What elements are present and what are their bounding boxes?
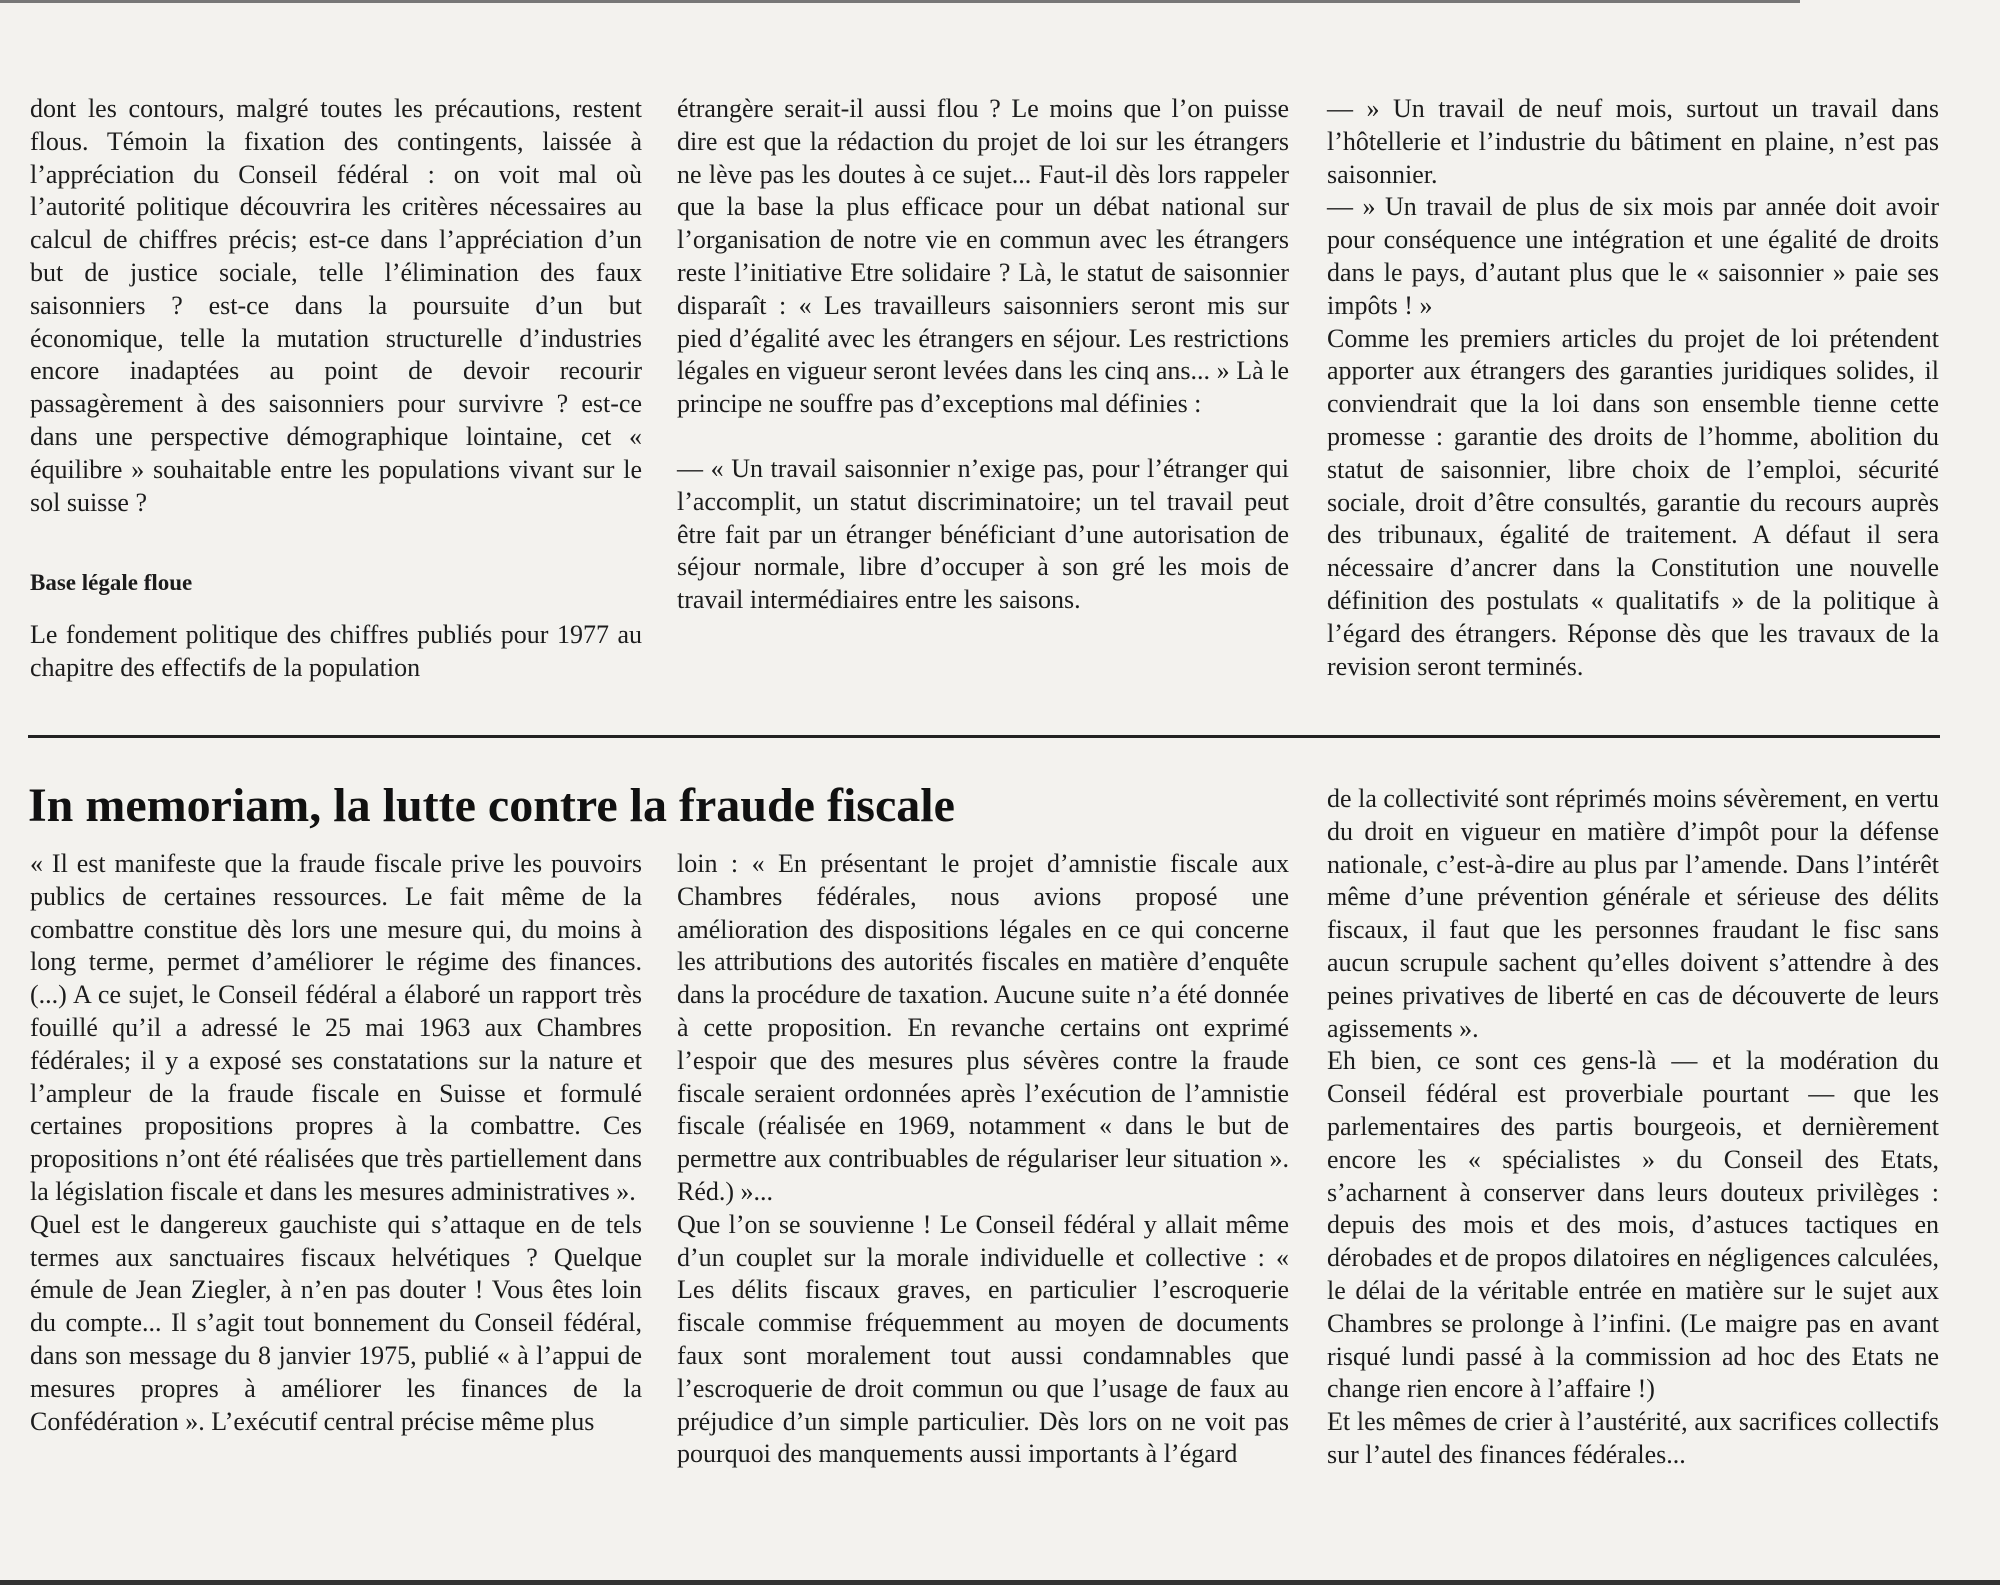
article1-col1-paragraph: dont les contours, malgré toutes les précautions, restent flous. Témoin la fixation des contingents, laissée à l’appréciation du Conseil fédéral : on voit mal où l’autorité politique découvrira les critères nécessaires au calcul de chiffres précis; est-ce dans l’appréciation d’un but de justice sociale, telle l’élimination des faux saisonniers ? est-ce dans la poursuite d’un but économique, telle la mutation structurelle d’industries encore inadaptées au point de devoir recourir passagèrement à des saisonniers pour survivre ? est-ce dans une perspective démographique lointaine, cet « équilibre » souhaitable entre les populations vivant sur le sol suisse ? [30,94,642,517]
article1-column-1 [30,93,642,685]
article1-col1-paragraph: Le fondement politique des chiffres publiés pour 1977 au chapitre des effectifs de la population [30,620,642,683]
article1-col2-paragraph: — « Un travail saisonnier n’exige pas, pour l’étranger qui l’accomplit, un statut discriminatoire; un tel travail peut être fait par un étranger bénéficiant d’une autorisation de séjour normale, libre d’occuper à son gré les mois de travail intermédiaires entre les saisons. [677,453,1289,615]
article2-col1-paragraph: Quel est le dangereux gauchiste qui s’attaque en de tels termes aux sanctuaires fiscaux helvétiques ? Quelque émule de Jean Ziegler, à n’en pas douter ! Vous êtes loin du compte... Il s’agit tout bonnement du Conseil fédéral, dans son message du 8 janvier 1975, publié « à l’appui de mesures propres à améliorer les finances de la Confédération ». L’exécutif central précise même plus [30,1209,642,1436]
article1-col2-paragraph: étrangère serait-il aussi flou ? Le moins que l’on puisse dire est que la rédaction du projet de loi sur les étrangers ne lève pas les doutes à ce sujet... Faut-il dès lors rappeler que la base la plus efficace pour un débat national sur l’organisation de notre vie en commun avec les étrangers reste l’initiative Etre solidaire ? Là, le statut de saisonnier disparaît : « Les travailleurs saisonniers seront mis sur pied d’égalité avec les étrangers en séjour. Les restrictions légales en vigueur seront levées dans les cinq ans... » Là le principe ne souffre pas d’exceptions mal définies : [677,94,1289,419]
article2-column-1 [30,848,642,1438]
article2-column-2 [677,848,1289,1471]
article2-col3-paragraph: Et les mêmes de crier à l’austérité, aux sacrifices collectifs sur l’autel des finances fédérales... [1327,1407,1939,1469]
article-divider-rule [28,735,1940,738]
section-subheading: Base légale floue [30,570,193,596]
article2-col3-paragraph: de la collectivité sont réprimés moins sévèrement, en vertu du droit en vigueur en matière d’impôt pour la défense nationale, c’est-à-dire au plus par l’amende. Dans l’intérêt même d’une prévention générale et sérieuse des délits fiscaux, il faut que les personnes fraudant le fisc sans aucun scrupule sachent qu’elles doivent s’attendre à des peines privatives de liberté en cas de découverte de leurs agissements ». [1327,784,1939,1043]
article1-column-3 [1327,93,1939,683]
article2-col2-paragraph: Que l’on se souvienne ! Le Conseil fédéral y allait même d’un couplet sur la morale individuelle et collective : « Les délits fiscaux graves, en particulier l’escroquerie fiscale commise fréquemment au moyen de documents faux sont moralement tout aussi condamnables que l’escroquerie de droit commun ou que l’usage de faux au préjudice d’un simple particulier. Dès lors on ne voit pas pourquoi des manquements aussi importants à l’égard [677,1209,1289,1469]
article1-col3-paragraph: — » Un travail de plus de six mois par année doit avoir pour conséquence une intégration et une égalité de droits dans le pays, d’autant plus que le « saisonnier » paie ses impôts ! » [1327,192,1939,320]
top-edge-line [0,0,1800,3]
article1-col3-paragraph: — » Un travail de neuf mois, surtout un travail dans l’hôtellerie et l’industrie du bâtiment en plaine, n’est pas saisonnier. [1327,94,1939,189]
article1-column-2 [677,93,1289,617]
article-headline: In memoriam, la lutte contre la fraude fiscale [28,779,955,832]
article2-col1-paragraph: « Il est manifeste que la fraude fiscale prive les pouvoirs publics de certaines ressources. Le fait même de la combattre constitue dès lors une mesure qui, du moins à long terme, permet d’améliorer le régime des finances. (...) A ce sujet, le Conseil fédéral a élaboré un rapport très fouillé qu’il a adressé le 25 mai 1963 aux Chambres fédérales; il y a exposé ses constatations sur la nature et l’ampleur de la fraude fiscale en Suisse et formulé certaines propositions propres à la combattre. Ces propositions n’ont été réalisées que très partiellement dans la législation fiscale et dans les mesures administratives ». [30,849,642,1206]
article2-col3-paragraph: Eh bien, ce sont ces gens-là — et la modération du Conseil fédéral est proverbiale pourtant — que les parlementaires des partis bourgeois, et dernièrement encore les « spécialistes » du Conseil des Etats, s’acharnent à conserver dans leurs douteux privilèges : depuis des mois et des mois, d’astuces tactiques en dérobades et de propos dilatoires en négligences calculées, le délai de la véritable entrée en matière sur le sujet aux Chambres se prolonge à l’infini. (Le maigre pas en avant risqué lundi passé à la commission ad hoc des Etats ne change rien encore à l’affaire !) [1327,1046,1939,1404]
article2-col2-paragraph: loin : « En présentant le projet d’amnistie fiscale aux Chambres fédérales, nous avions proposé une amélioration des dispositions légales en ce qui concerne les attributions des autorités fiscales en matière d’enquête dans la procédure de taxation. Aucune suite n’a été donnée à cette proposition. En revanche certains ont exprimé l’espoir que des mesures plus sévères contre la fraude fiscale seraient ordonnées après l’exécution de l’amnistie fiscale (réalisée en 1969, notamment « dans le but de permettre aux contribuables de régulariser leur situation ». Réd.) »... [677,849,1289,1206]
article1-col3-paragraph: Comme les premiers articles du projet de loi prétendent apporter aux étrangers des garanties juridiques solides, il conviendrait que la loi dans son ensemble tienne cette promesse : garantie des droits de l’homme, abolition du statut de saisonnier, libre choix de l’emploi, sécurité sociale, droit d’être consultés, garantie du recours auprès des tribunaux, égalité de traitement. A défaut il sera nécessaire d’ancrer dans la Constitution une nouvelle définition des postulats « qualitatifs » de la politique à l’égard des étrangers. Réponse dès que les travaux de la revision seront terminés. [1327,323,1939,681]
article2-column-3 [1327,783,1939,1472]
bottom-edge-line [0,1580,2000,1585]
